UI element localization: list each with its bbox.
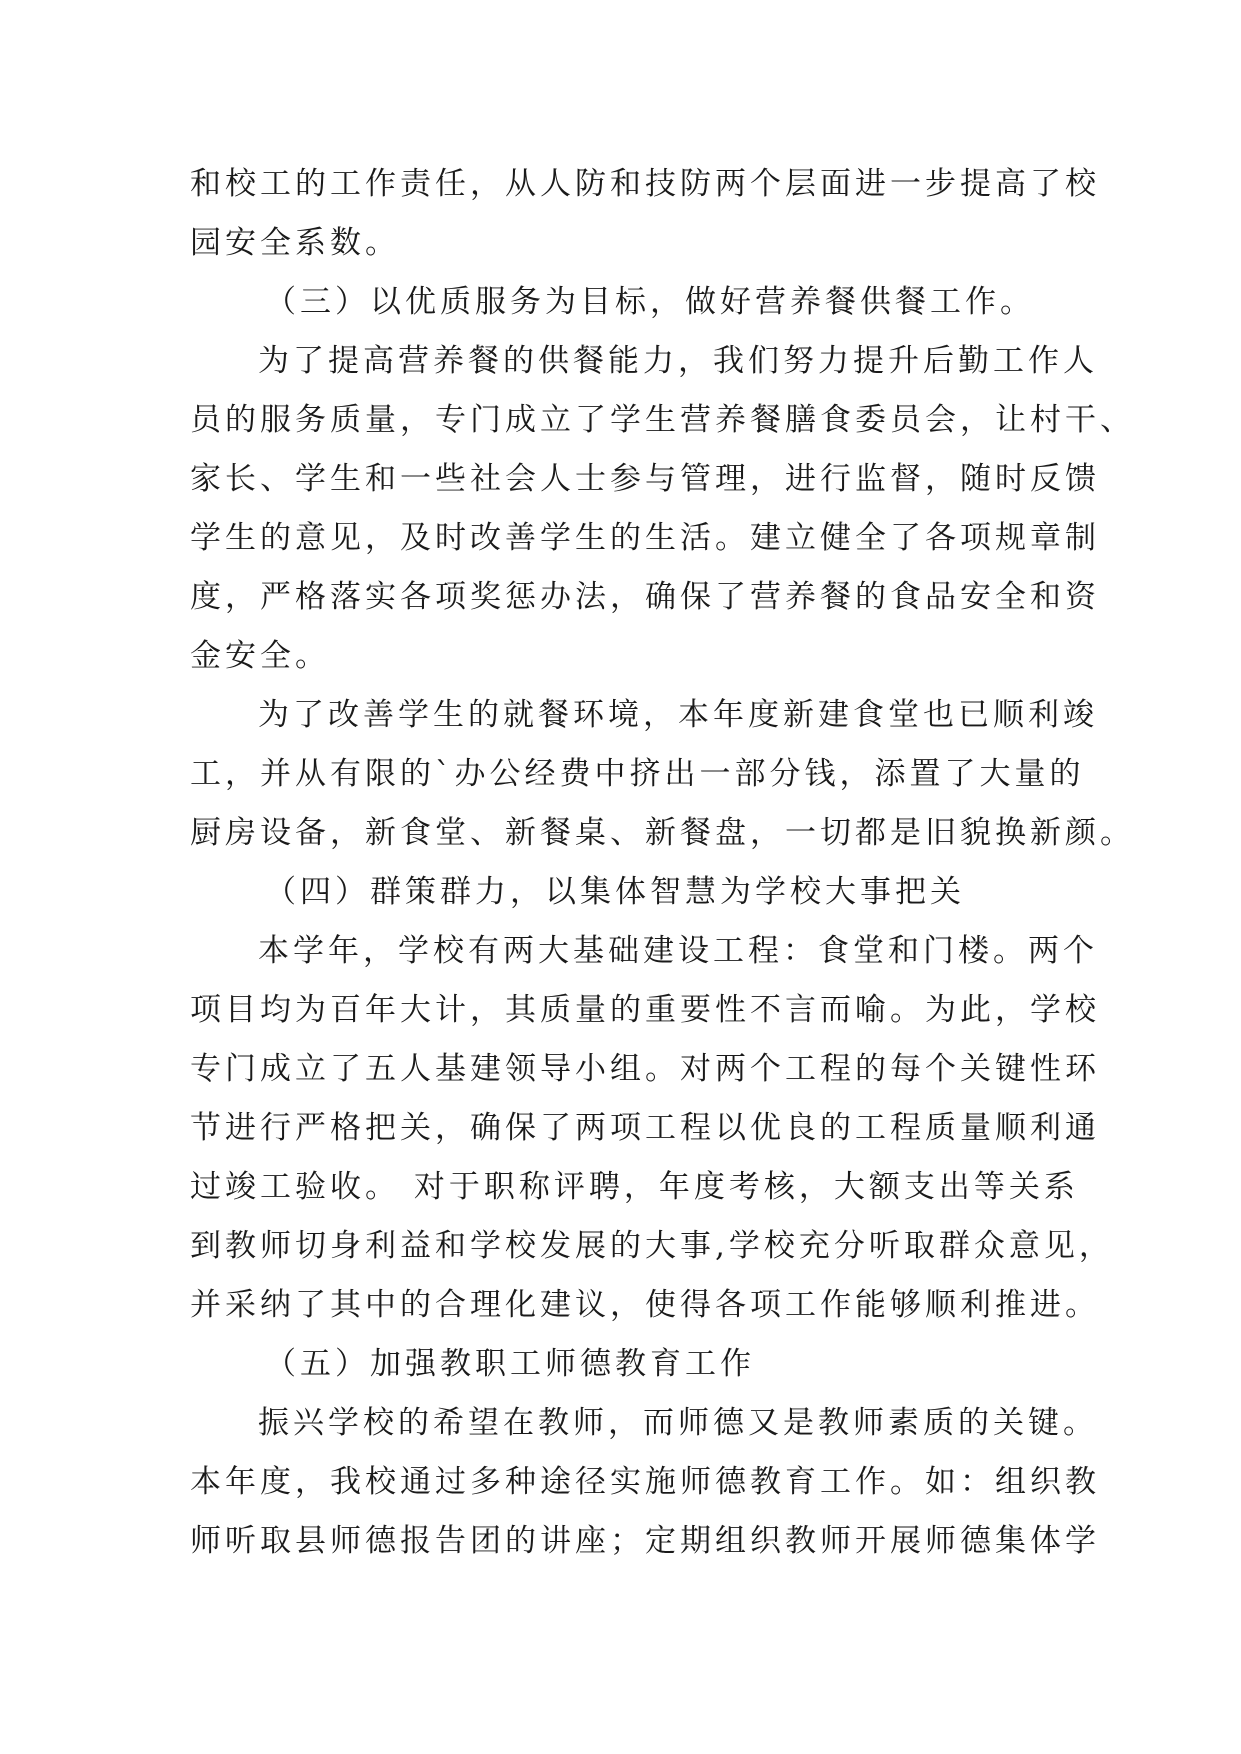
- text-line: 为了提高营养餐的供餐能力，我们努力提升后勤工作人: [258, 343, 1098, 379]
- section-heading: （五）加强教职工师德教育工作: [265, 1346, 755, 1382]
- text-line: 为了改善学生的就餐环境，本年度新建食堂也已顺利竣: [258, 697, 1098, 733]
- text-line: 并采纳了其中的合理化建议，使得各项工作能够顺利推进。: [190, 1287, 1100, 1323]
- section-heading: （四）群策群力，以集体智慧为学校大事把关: [265, 874, 965, 910]
- text-line: 厨房设备，新食堂、新餐桌、新餐盘，一切都是旧貌换新颜。: [190, 815, 1135, 851]
- text-line: 专门成立了五人基建领导小组。对两个工程的每个关键性环: [190, 1051, 1100, 1087]
- text-line: 振兴学校的希望在教师，而师德又是教师素质的关键。: [258, 1405, 1098, 1441]
- text-line: 园安全系数。: [190, 225, 400, 261]
- text-line: 工，并从有限的`办公经费中挤出一部分钱，添置了大量的: [190, 756, 1085, 792]
- text-line: 本学年，学校有两大基础建设工程：食堂和门楼。两个: [258, 933, 1098, 969]
- document-body: [190, 155, 1135, 1571]
- text-line: 和校工的工作责任，从人防和技防两个层面进一步提高了校: [190, 166, 1100, 202]
- text-line: 师听取县师德报告团的讲座；定期组织教师开展师德集体学: [190, 1523, 1100, 1559]
- text-line: 节进行严格把关，确保了两项工程以优良的工程质量顺利通: [190, 1110, 1100, 1146]
- text-line: 金安全。: [190, 638, 330, 674]
- text-line: 家长、学生和一些社会人士参与管理，进行监督，随时反馈: [190, 461, 1100, 497]
- text-line: 学生的意见，及时改善学生的生活。建立健全了各项规章制: [190, 520, 1100, 556]
- text-line: 到教师切身利益和学校发展的大事,学校充分听取群众意见，: [190, 1228, 1114, 1264]
- text-line: 过竣工验收。 对于职称评聘，年度考核，大额支出等关系: [190, 1169, 1079, 1205]
- section-heading: （三）以优质服务为目标，做好营养餐供餐工作。: [265, 284, 1035, 320]
- text-line: 本年度，我校通过多种途径实施师德教育工作。如：组织教: [190, 1464, 1100, 1500]
- text-line: 度，严格落实各项奖惩办法，确保了营养餐的食品安全和资: [190, 579, 1100, 615]
- text-line: 项目均为百年大计，其质量的重要性不言而喻。为此，学校: [190, 992, 1100, 1028]
- text-line: 员的服务质量，专门成立了学生营养餐膳食委员会，让村干、: [190, 402, 1135, 438]
